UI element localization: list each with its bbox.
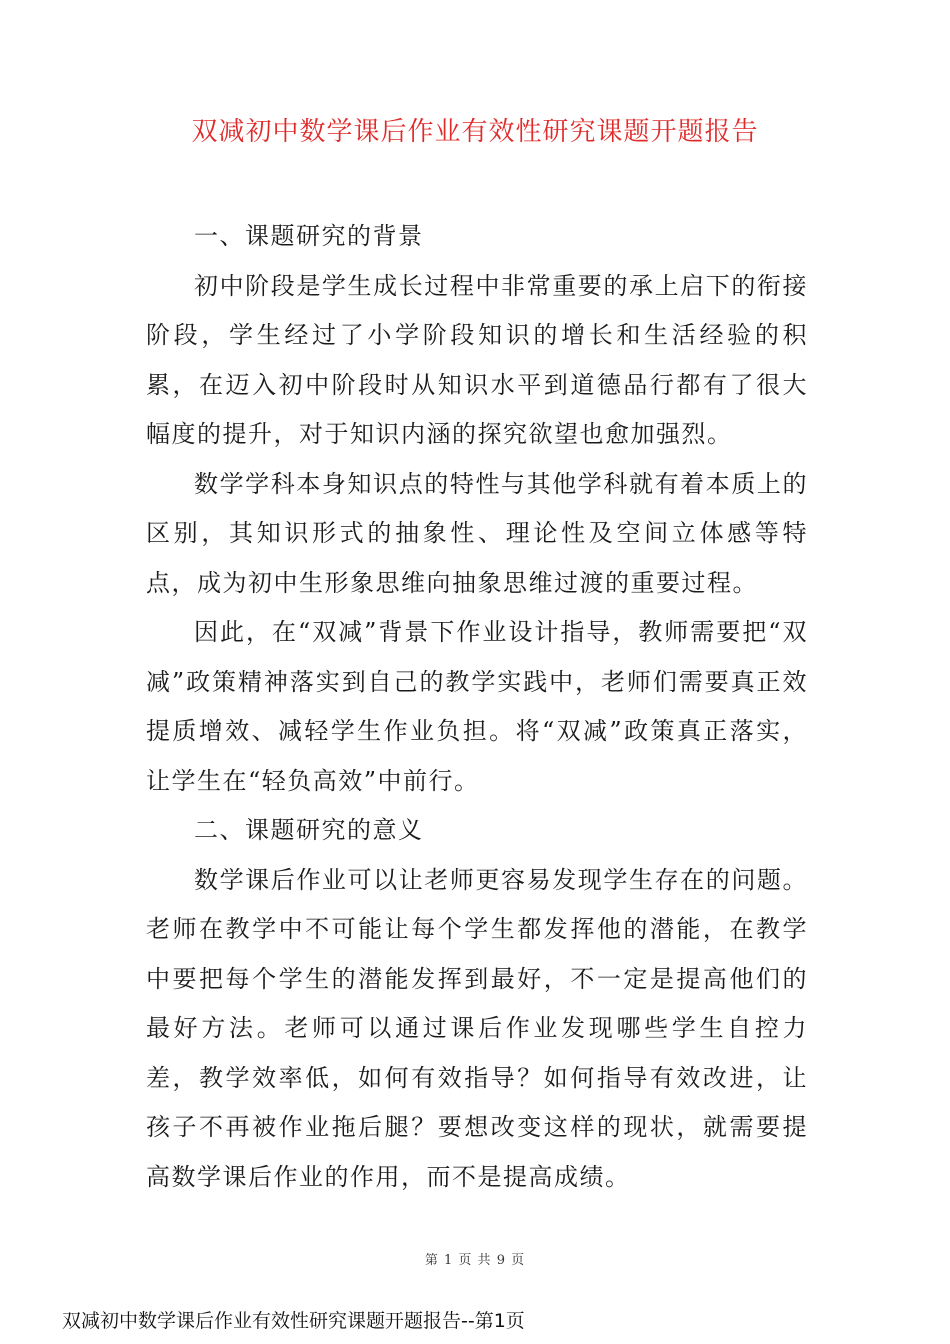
- background-paragraph-3: 因此，在“双减”背景下作业设计指导，教师需要把“双减”政策精神落实到自己的教学实践中，老师们需要真正效提质增效、减轻学生作业负担。将“双减”政策真正落实，让学生在“轻负高效”中前行。: [146, 618, 808, 795]
- background-paragraph-1: 初中阶段是学生成长过程中非常重要的承上启下的衔接阶段，学生经过了小学阶段知识的增长和生活经验的积累，在迈入初中阶段时从知识水平到道德品行都有了很大幅度的提升，对于知识内涵的探究欲望也愈加强烈。: [146, 271, 808, 448]
- significance-paragraph-1: 数学课后作业可以让老师更容易发现学生存在的问题。老师在教学中不可能让每个学生都发挥他的潜能，在教学中要把每个学生的潜能发挥到最好，不一定是提高他们的最好方法。老师可以通过课后作业发现哪些学生自控力差，教学效率低，如何有效指导？如何指导有效改进，让孩子不再被作业拖后腿？要想改变这样的现状，就需要提高数学课后作业的作用，而不是提高成绩。: [146, 865, 808, 1191]
- footer-caption: 双减初中数学课后作业有效性研究课题开题报告--第1页: [62, 1310, 525, 1332]
- page-number: 第 1 页 共 9 页: [424, 1253, 526, 1268]
- section-heading-background: 一、课题研究的背景: [194, 222, 424, 250]
- document-title: 双减初中数学课后作业有效性研究课题开题报告: [191, 117, 759, 147]
- background-paragraph-2: 数学学科本身知识点的特性与其他学科就有着本质上的区别，其知识形式的抽象性、理论性及空间立体感等特点，成为初中生形象思维向抽象思维过渡的重要过程。: [146, 469, 808, 597]
- section-heading-significance: 二、课题研究的意义: [194, 816, 424, 844]
- document-body: [146, 212, 808, 1202]
